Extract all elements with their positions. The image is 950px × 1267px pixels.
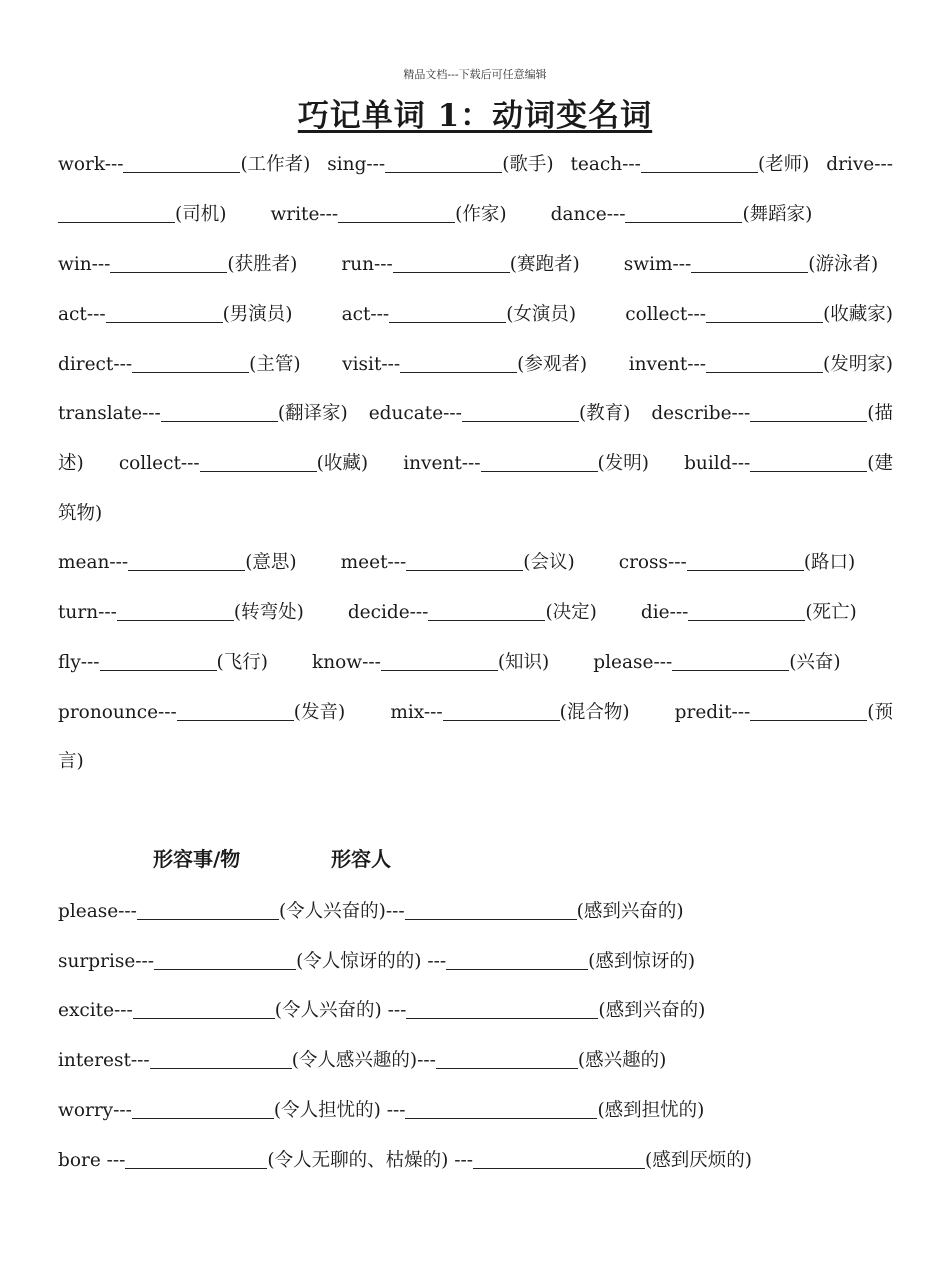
answer-blank[interactable]: [117, 602, 234, 622]
verb-row-7: [58, 449, 893, 475]
verb-row-2: [58, 200, 893, 226]
verb-row-3: [58, 250, 893, 276]
exercise-item: know--- (知识): [311, 652, 550, 673]
answer-blank[interactable]: [123, 154, 240, 174]
answer-blank[interactable]: [672, 652, 789, 672]
adjective-row: surprise--- (令人惊讶的的) --- (感到惊讶的): [58, 951, 696, 972]
answer-blank[interactable]: [691, 254, 808, 274]
adjective-row: excite--- (令人兴奋的) --- (感到兴奋的): [58, 1000, 706, 1021]
verb-row-10: [58, 598, 893, 624]
answer-blank[interactable]: [110, 254, 227, 274]
answer-blank[interactable]: [687, 552, 804, 572]
exercise-item: pronounce--- (发音): [58, 702, 346, 723]
exercise-item: direct--- (主管): [58, 354, 301, 375]
answer-blank[interactable]: [393, 254, 510, 274]
exercise-item: collect--- (收藏): [118, 453, 369, 474]
adjective-row: bore --- (令人无聊的、枯燥的) --- (感到厌烦的): [58, 1150, 752, 1171]
exercise-item: mix--- (混合物): [390, 702, 630, 723]
exercise-item: die--- (死亡): [640, 602, 857, 623]
answer-blank[interactable]: [177, 702, 294, 722]
answer-blank[interactable]: [338, 204, 455, 224]
exercise-item: teach--- (老师): [570, 154, 810, 175]
exercise-item: drive---: [826, 154, 893, 175]
exercise-item: 言): [58, 751, 84, 772]
verb-row-8: [58, 499, 893, 525]
exercise-item: build--- (建: [684, 453, 893, 474]
answer-blank[interactable]: [58, 204, 175, 224]
answer-blank[interactable]: [462, 403, 579, 423]
exercise-item: decide--- (决定): [347, 602, 597, 623]
answer-blank[interactable]: [381, 652, 498, 672]
answer-blank[interactable]: [446, 951, 588, 971]
answer-blank[interactable]: [688, 602, 805, 622]
exercise-item: write--- (作家): [270, 204, 507, 225]
answer-blank[interactable]: [200, 453, 317, 473]
exercise-item: visit--- (参观者): [342, 354, 588, 375]
answer-blank[interactable]: [481, 453, 598, 473]
exercise-item: describe--- (描: [651, 403, 893, 424]
exercise-item: educate--- (教育): [368, 403, 631, 424]
exercise-item: please--- (兴奋): [593, 652, 841, 673]
answer-blank[interactable]: [706, 304, 823, 324]
answer-blank[interactable]: [405, 901, 577, 921]
answer-blank[interactable]: [125, 1150, 267, 1170]
answer-blank[interactable]: [406, 1000, 598, 1020]
verb-row-4: [58, 300, 893, 326]
exercise-item: swim--- (游泳者): [623, 254, 879, 275]
answer-blank[interactable]: [436, 1050, 578, 1070]
answer-blank[interactable]: [750, 702, 867, 722]
answer-blank[interactable]: [405, 1100, 597, 1120]
answer-blank[interactable]: [150, 1050, 292, 1070]
exercise-item: dance--- (舞蹈家): [550, 204, 813, 225]
answer-blank[interactable]: [133, 1000, 275, 1020]
verb-row-12: [58, 698, 893, 724]
answer-blank[interactable]: [706, 354, 823, 374]
verb-row-9: [58, 548, 893, 574]
page-title: 巧记单词 1：动词变名词: [297, 98, 653, 134]
heading-describe-person: 形容人: [331, 847, 391, 871]
adjective-row: worry--- (令人担忧的) --- (感到担忧的): [58, 1100, 705, 1121]
answer-blank[interactable]: [132, 1100, 274, 1120]
exercise-item: sing--- (歌手): [327, 154, 554, 175]
answer-blank[interactable]: [750, 453, 867, 473]
answer-blank[interactable]: [106, 304, 223, 324]
exercise-item: translate--- (翻译家): [58, 403, 348, 424]
answer-blank[interactable]: [161, 403, 278, 423]
exercise-item: 筑物): [58, 503, 103, 524]
answer-blank[interactable]: [443, 702, 560, 722]
answer-blank[interactable]: [132, 354, 249, 374]
answer-blank[interactable]: [154, 951, 296, 971]
exercise-item: invent--- (发明): [403, 453, 649, 474]
exercise-item: invent--- (发明家): [628, 354, 893, 375]
answer-blank[interactable]: [641, 154, 758, 174]
exercise-item: fly--- (飞行): [58, 652, 268, 673]
answer-blank[interactable]: [400, 354, 517, 374]
exercise-item: collect--- (收藏家): [625, 304, 893, 325]
answer-blank[interactable]: [389, 304, 506, 324]
exercise-item: act--- (女演员): [341, 304, 577, 325]
exercise-item: predit--- (预: [674, 702, 893, 723]
answer-blank[interactable]: [137, 901, 279, 921]
exercise-item: mean--- (意思): [58, 552, 297, 573]
header-note: 精品文档---下载后可任意编辑: [403, 68, 547, 81]
exercise-item: turn--- (转弯处): [58, 602, 304, 623]
exercise-item: work--- (工作者): [58, 154, 311, 175]
answer-blank[interactable]: [473, 1150, 645, 1170]
answer-blank[interactable]: [625, 204, 742, 224]
answer-blank[interactable]: [750, 403, 867, 423]
adjective-row: please--- (令人兴奋的)--- (感到兴奋的): [58, 901, 684, 922]
heading-describe-thing: 形容事/物: [153, 847, 241, 871]
answer-blank[interactable]: [128, 552, 245, 572]
verb-row-13: [58, 747, 893, 773]
answer-blank[interactable]: [100, 652, 217, 672]
exercise-item: meet--- (会议): [340, 552, 575, 573]
verb-row-11: [58, 648, 893, 674]
answer-blank[interactable]: [385, 154, 502, 174]
exercise-item: run--- (赛跑者): [341, 254, 580, 275]
adjective-row: interest--- (令人感兴趣的)--- (感兴趣的): [58, 1050, 667, 1071]
exercise-item: (司机): [58, 200, 226, 226]
exercise-item: 述): [58, 453, 84, 474]
verb-row-5: [58, 350, 893, 376]
answer-blank[interactable]: [406, 552, 523, 572]
verb-row-6: [58, 399, 893, 425]
exercise-item: win--- (获胜者): [58, 254, 298, 275]
exercise-item: cross--- (路口): [618, 552, 856, 573]
answer-blank[interactable]: [428, 602, 545, 622]
exercise-item: act--- (男演员): [58, 304, 293, 325]
verb-row-1: [58, 150, 893, 176]
